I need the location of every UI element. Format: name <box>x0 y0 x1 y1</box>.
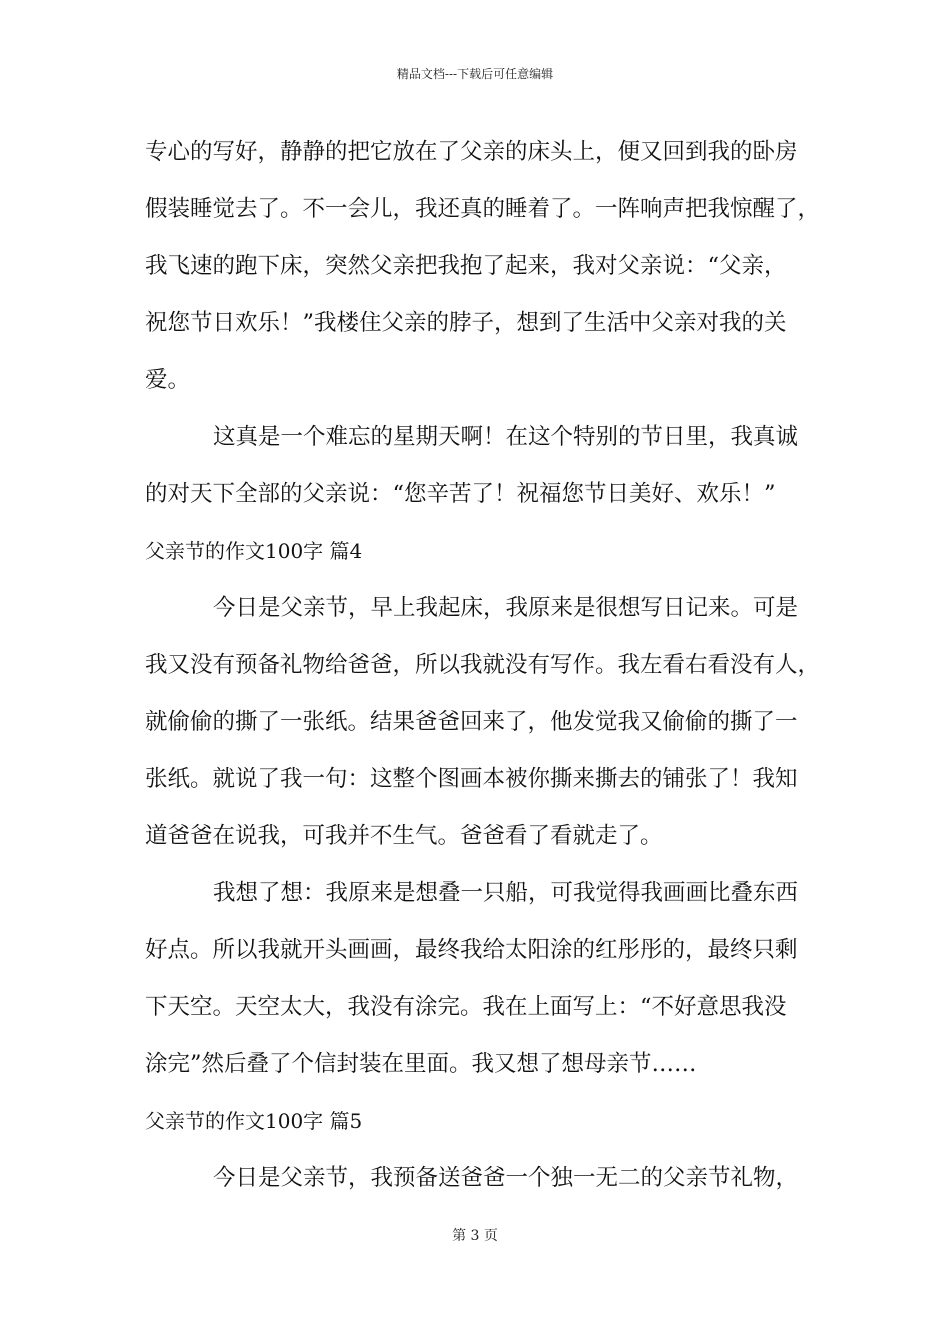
text-line: 下天空。天空太大，我没有涂完。我在上面写上：“不好意思我没 <box>145 994 787 1020</box>
text-line: 祝您节日欢乐！”我楼住父亲的脖子，想到了生活中父亲对我的关 <box>145 310 787 336</box>
text-line: 的对天下全部的父亲说：“您辛苦了！祝福您节日美好、欢乐！” <box>145 481 776 507</box>
text-line: 张纸。就说了我一句：这整个图画本被你撕来撕去的铺张了！我知 <box>145 766 798 792</box>
section-heading: 父亲节的作文100字 篇4 <box>145 539 363 563</box>
text-line: 我又没有预备礼物给爸爸，所以我就没有写作。我左看右看没有人， <box>145 652 821 678</box>
page-number: 第 3 页 <box>452 1228 498 1244</box>
text-line: 涂完”然后叠了个信封装在里面。我又想了想母亲节…… <box>145 1051 697 1077</box>
text-line: 这真是一个难忘的星期天啊！在这个特别的节日里，我真诚 <box>213 424 799 450</box>
text-line: 我想了想：我原来是想叠一只船，可我觉得我画画比叠东西 <box>213 880 799 906</box>
text-line: 今日是父亲节，我预备送爸爸一个独一无二的父亲节礼物， <box>213 1165 799 1191</box>
text-line: 爱。 <box>145 367 191 393</box>
section-heading: 父亲节的作文100字 篇5 <box>145 1109 363 1133</box>
text-line: 好点。所以我就开头画画，最终我给太阳涂的红彤彤的，最终只剩 <box>145 937 798 963</box>
text-line: 专心的写好，静静的把它放在了父亲的床头上，便又回到我的卧房 <box>145 139 798 165</box>
text-line: 道爸爸在说我，可我并不生气。爸爸看了看就走了。 <box>145 823 663 849</box>
text-line: 我飞速的跑下床，突然父亲把我抱了起来，我对父亲说：“父亲， <box>145 253 787 279</box>
text-line: 假装睡觉去了。不一会儿，我还真的睡着了。一阵响声把我惊醒了， <box>145 196 821 222</box>
text-line: 就偷偷的撕了一张纸。结果爸爸回来了，他发觉我又偷偷的撕了一 <box>145 709 798 735</box>
text-line: 今日是父亲节，早上我起床，我原来是很想写日记来。可是 <box>213 595 799 621</box>
page-header: 精品文档---下载后可任意编辑 <box>396 67 554 81</box>
